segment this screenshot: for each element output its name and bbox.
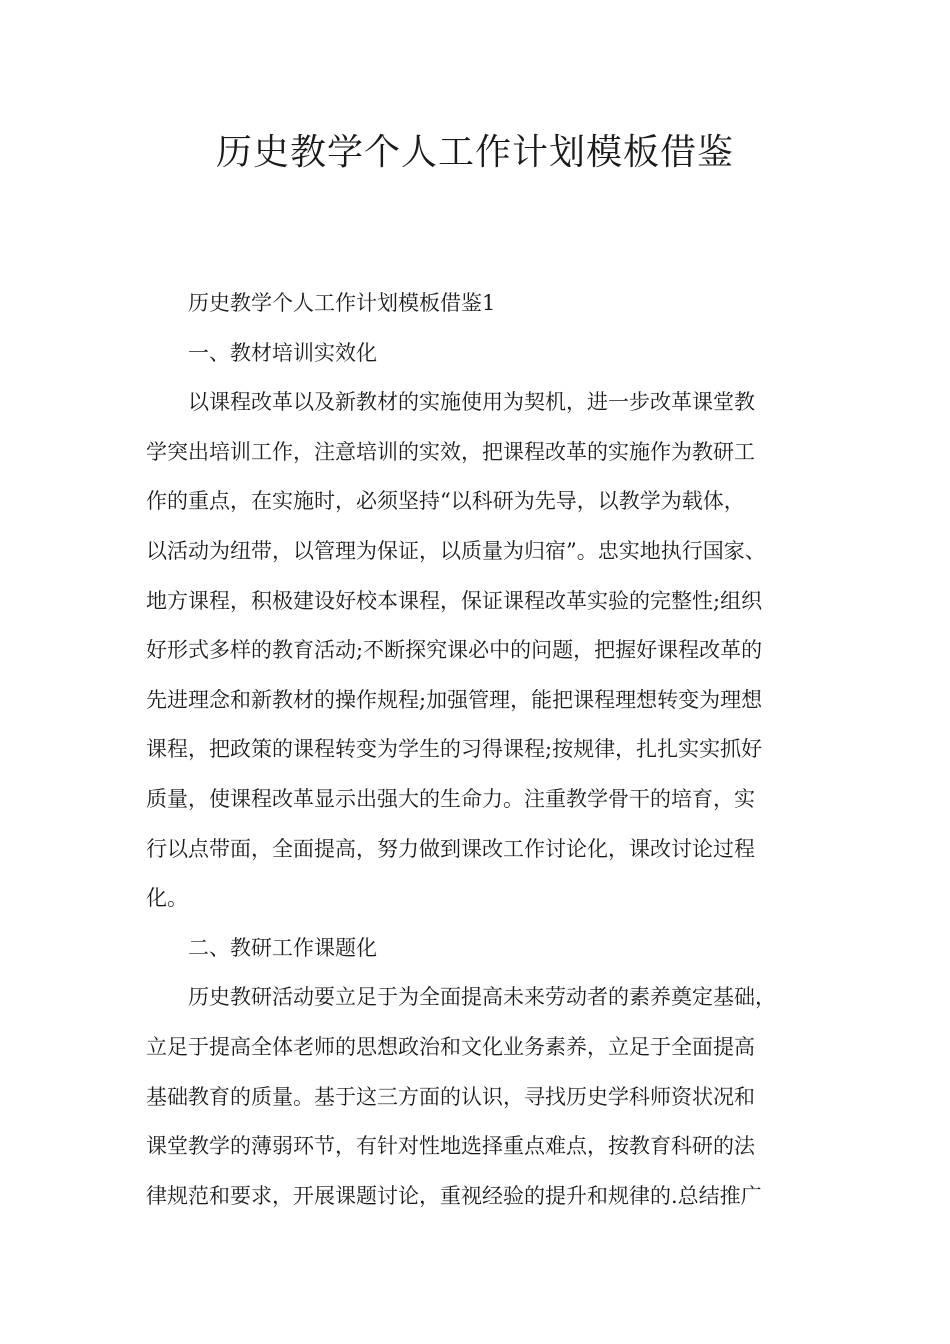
paragraph-line: 基础教育的质量。基于这三方面的认识，寻找历史学科师资状况和 (146, 1084, 755, 1109)
document-body (146, 279, 810, 1221)
paragraph-line: 以课程改革以及新教材的实施使用为契机，进一步改革课堂教 (188, 390, 755, 415)
section-2-paragraph (146, 973, 810, 1221)
paragraph-line: 课堂教学的薄弱环节，有针对性地选择重点难点，按教育科研的法 (146, 1134, 755, 1159)
section-heading-2: 二、教研工作课题化 (188, 935, 377, 960)
paragraph-line: 学突出培训工作，注意培训的实效，把课程改革的实施作为教研工 (146, 439, 755, 464)
document-title: 历史教学个人工作计划模板借鉴 (215, 132, 734, 173)
paragraph-line: 好形式多样的教育活动;不断探究课必中的问题，把握好课程改革的 (146, 638, 763, 663)
paragraph-line: 历史教研活动要立足于为全面提高未来劳动者的素养奠定基础， (188, 985, 776, 1010)
paragraph-line: 立足于提高全体老师的思想政治和文化业务素养，立足于全面提高 (146, 1034, 755, 1059)
paragraph-line: 律规范和要求，开展课题讨论，重视经验的提升和规律的.总结推广 (146, 1183, 762, 1208)
paragraph-line: 行以点带面，全面提高，努力做到课改工作讨论化，课改讨论过程 (146, 836, 755, 861)
paragraph-line: 以活动为纽带，以管理为保证，以质量为归宿”。忠实地执行国家、 (146, 538, 766, 563)
paragraph-line: 课程，把政策的课程转变为学生的习得课程;按规律，扎扎实实抓好 (146, 737, 763, 762)
document-subtitle: 历史教学个人工作计划模板借鉴1 (188, 291, 496, 315)
paragraph-line: 质量，使课程改革显示出强大的生命力。注重教学骨干的培育，实 (146, 786, 755, 811)
section-1-paragraph (146, 378, 810, 924)
section-heading-1: 一、教材培训实效化 (188, 340, 377, 365)
paragraph-line: 化。 (146, 886, 188, 911)
paragraph-line: 地方课程，积极建设好校本课程，保证课程改革实验的完整性;组织 (146, 588, 763, 613)
paragraph-line: 先进理念和新教材的操作规程;加强管理，能把课程理想转变为理想 (146, 687, 763, 712)
paragraph-line: 作的重点，在实施时，必须坚持“以科研为先导，以教学为载体， (146, 489, 745, 514)
